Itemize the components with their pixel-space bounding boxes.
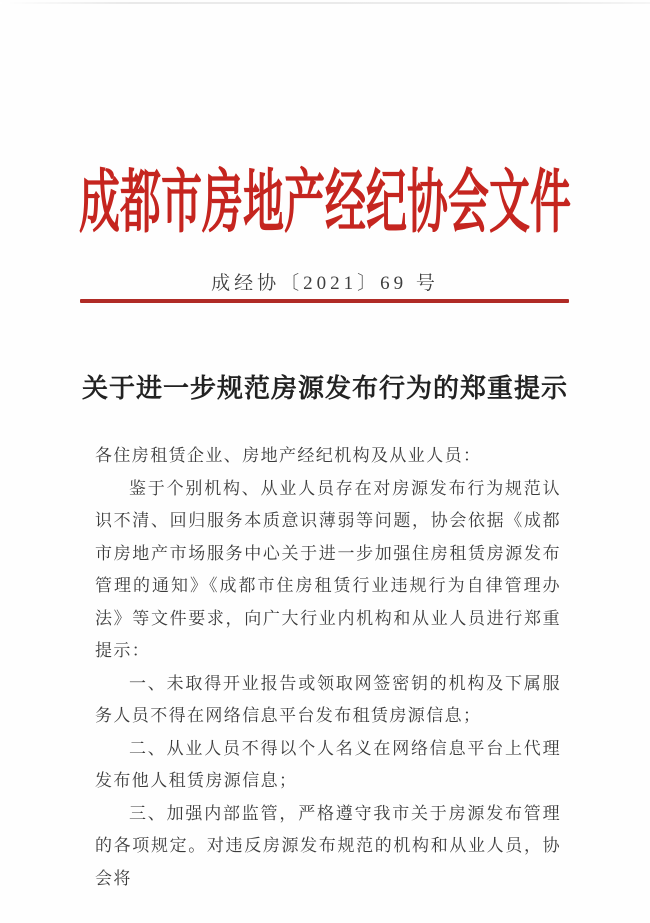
document-title: 关于进一步规范房源发布行为的郑重提示 xyxy=(81,374,568,403)
letterhead-org-title: 成都市房地产经纪协会文件 xyxy=(79,163,571,241)
salutation-line: 各住房租赁企业、房地产经纪机构及从业人员： xyxy=(95,446,482,465)
document-number: 成经协〔2021〕69 号 xyxy=(211,273,439,294)
paragraph-item-1: 一、未取得开业报告或领取网签密钥的机构及下属服务人员不得在网络信息平台发布租赁房源信息； xyxy=(95,673,561,725)
scan-artifact-top-edge xyxy=(0,2,650,4)
letterhead-red-rule xyxy=(80,299,569,303)
letterhead xyxy=(0,160,650,244)
paragraph-item-3: 三、加强内部监管，严格遵守我市关于房源发布管理的各项规定。对违反房源发布规范的机构和从业人员，协会将 xyxy=(95,803,561,888)
paragraph-preamble: 鉴于个别机构、从业人员存在对房源发布行为规范认识不清、回归服务本质意识薄弱等问题，协会依据《成都市房地产市场服务中心关于进一步加强住房租赁房源发布管理的通知》《成都市住房租赁行业违规行为自律管理办法》等文件要求，向广大行业内机构和从业人员进行郑重提示： xyxy=(95,478,561,660)
paragraph-item-2: 二、从业人员不得以个人名义在网络信息平台上代理发布他人租赁房源信息； xyxy=(95,738,561,790)
document-body xyxy=(95,440,561,895)
